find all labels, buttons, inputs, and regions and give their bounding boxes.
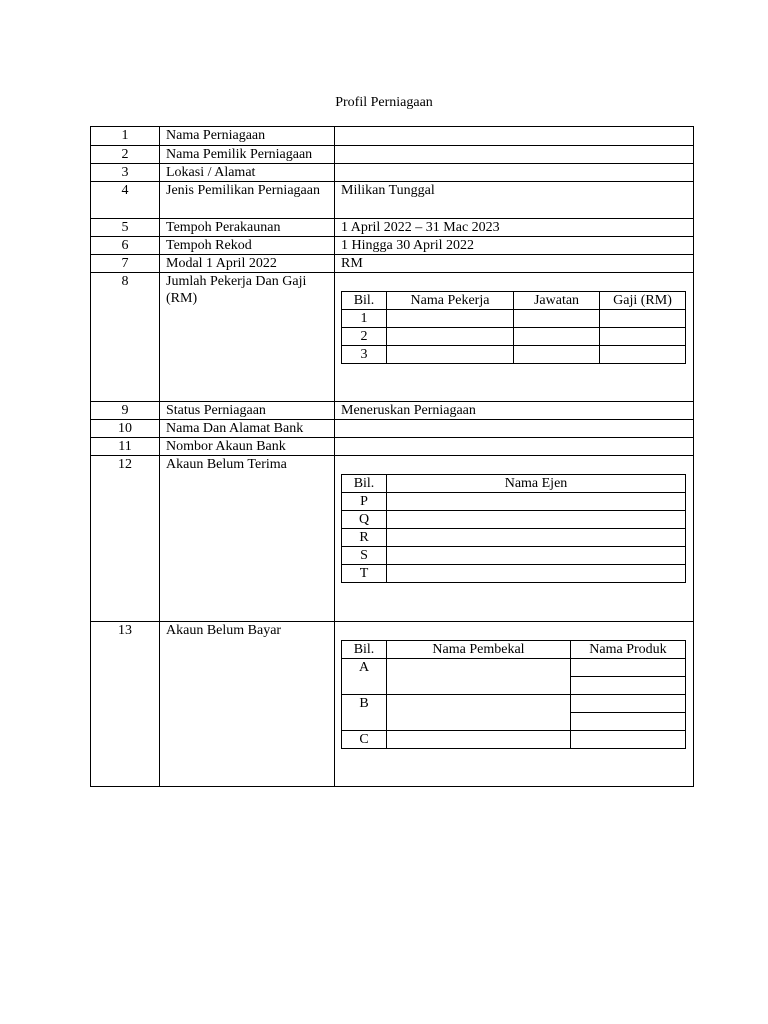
table-row (91, 273, 694, 402)
row-label: Akaun Belum Bayar (160, 622, 335, 787)
row-number: 3 (91, 164, 160, 182)
table-row (91, 219, 694, 237)
table-row (91, 402, 694, 420)
empty-cell (387, 547, 686, 565)
table-row (342, 328, 686, 346)
row-number: 1 (342, 310, 387, 328)
row-label: Status Perniagaan (160, 402, 335, 420)
column-header: Gaji (RM) (600, 292, 686, 310)
empty-cell (571, 659, 686, 677)
column-header: Bil. (342, 475, 387, 493)
empty-cell (387, 346, 514, 364)
row-number: 3 (342, 346, 387, 364)
empty-cell (387, 529, 686, 547)
row-value (335, 146, 694, 164)
table-row (91, 164, 694, 182)
row-number: 5 (91, 219, 160, 237)
row-value: 1 April 2022 – 31 Mac 2023 (335, 219, 694, 237)
row-letter: A (342, 659, 387, 695)
row-label: Modal 1 April 2022 (160, 255, 335, 273)
table-header-row (342, 475, 686, 493)
row-letter: R (342, 529, 387, 547)
column-header: Bil. (342, 292, 387, 310)
row-label: Jumlah Pekerja Dan Gaji (RM) (160, 273, 335, 402)
workers-table (341, 291, 686, 364)
receivables-cell (335, 456, 694, 622)
empty-cell (387, 565, 686, 583)
row-letter: Q (342, 511, 387, 529)
row-value: Meneruskan Perniagaan (335, 402, 694, 420)
row-number: 1 (91, 127, 160, 146)
row-letter: T (342, 565, 387, 583)
row-label: Jenis Pemilikan Perniagaan (160, 182, 335, 219)
table-row (342, 695, 686, 713)
table-row (342, 731, 686, 749)
row-label: Tempoh Perakaunan (160, 219, 335, 237)
table-row (342, 659, 686, 677)
row-number: 6 (91, 237, 160, 255)
empty-cell (600, 346, 686, 364)
row-value (335, 127, 694, 146)
empty-cell (571, 731, 686, 749)
row-number: 8 (91, 273, 160, 402)
row-letter: S (342, 547, 387, 565)
row-number: 2 (91, 146, 160, 164)
empty-cell (387, 731, 571, 749)
empty-cell (571, 695, 686, 713)
empty-cell (387, 493, 686, 511)
empty-cell (387, 328, 514, 346)
table-row (342, 547, 686, 565)
row-number: 7 (91, 255, 160, 273)
table-row (91, 182, 694, 219)
row-number: 10 (91, 420, 160, 438)
table-row (342, 310, 686, 328)
table-row (91, 237, 694, 255)
column-header: Nama Ejen (387, 475, 686, 493)
receivables-table (341, 474, 686, 583)
table-row (91, 622, 694, 787)
table-row (91, 127, 694, 146)
workers-cell (335, 273, 694, 402)
row-number: 12 (91, 456, 160, 622)
row-number: 2 (342, 328, 387, 346)
row-label: Akaun Belum Terima (160, 456, 335, 622)
page-title: Profil Perniagaan (335, 95, 433, 110)
row-letter: B (342, 695, 387, 731)
row-value (335, 420, 694, 438)
row-number: 9 (91, 402, 160, 420)
table-row (91, 146, 694, 164)
row-label: Nombor Akaun Bank (160, 438, 335, 456)
row-label: Nama Pemilik Perniagaan (160, 146, 335, 164)
table-row (342, 511, 686, 529)
row-number: 13 (91, 622, 160, 787)
table-row (342, 565, 686, 583)
payables-cell (335, 622, 694, 787)
row-label: Lokasi / Alamat (160, 164, 335, 182)
row-number: 11 (91, 438, 160, 456)
empty-cell (600, 328, 686, 346)
row-letter: C (342, 731, 387, 749)
empty-cell (387, 695, 571, 731)
row-number: 4 (91, 182, 160, 219)
table-row (91, 255, 694, 273)
table-row (91, 456, 694, 622)
row-value (335, 164, 694, 182)
empty-cell (387, 511, 686, 529)
table-row (91, 420, 694, 438)
table-row (342, 529, 686, 547)
row-label: Nama Perniagaan (160, 127, 335, 146)
empty-cell (514, 328, 600, 346)
table-header-row (342, 292, 686, 310)
payables-table (341, 640, 686, 749)
column-header: Jawatan (514, 292, 600, 310)
empty-cell (571, 677, 686, 695)
row-value: 1 Hingga 30 April 2022 (335, 237, 694, 255)
table-row (91, 438, 694, 456)
table-row (342, 346, 686, 364)
row-value: Milikan Tunggal (335, 182, 694, 219)
empty-cell (571, 713, 686, 731)
empty-cell (600, 310, 686, 328)
business-profile-table (90, 126, 694, 787)
column-header: Nama Produk (571, 641, 686, 659)
table-row (342, 493, 686, 511)
row-label: Tempoh Rekod (160, 237, 335, 255)
empty-cell (387, 659, 571, 695)
table-header-row (342, 641, 686, 659)
column-header: Nama Pembekal (387, 641, 571, 659)
empty-cell (514, 310, 600, 328)
row-value: RM (335, 255, 694, 273)
empty-cell (514, 346, 600, 364)
empty-cell (387, 310, 514, 328)
column-header: Bil. (342, 641, 387, 659)
row-value (335, 438, 694, 456)
row-label: Nama Dan Alamat Bank (160, 420, 335, 438)
column-header: Nama Pekerja (387, 292, 514, 310)
row-letter: P (342, 493, 387, 511)
